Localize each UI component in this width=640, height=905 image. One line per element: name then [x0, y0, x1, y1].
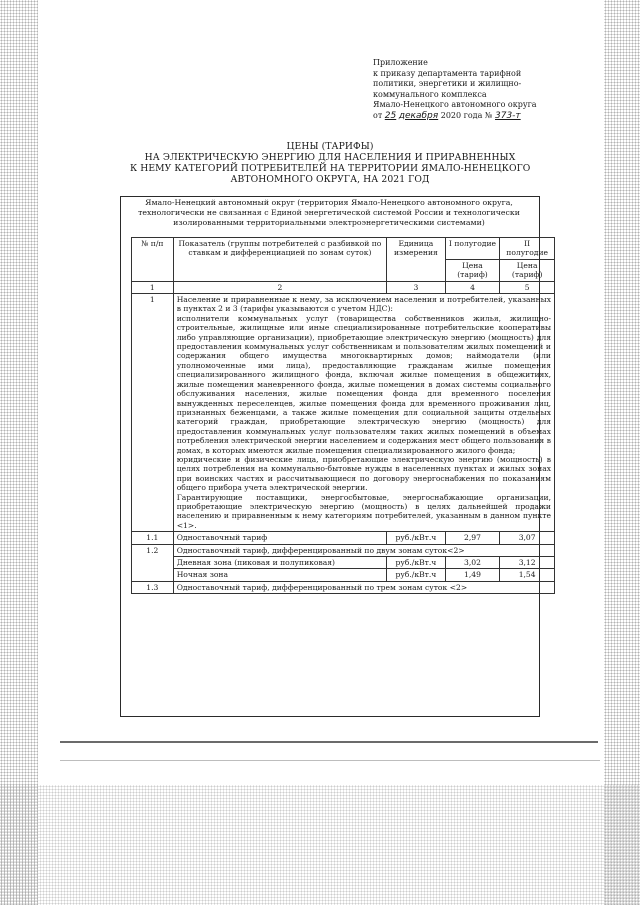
- header-num: № п/п: [132, 238, 174, 282]
- header-price-h2: Цена (тариф): [500, 259, 555, 281]
- date-prefix: от: [373, 110, 383, 120]
- header-unit: Единица измерения: [387, 238, 446, 282]
- row-label: Одноставочный тариф, дифференцированный по двум зонам суток<2>: [173, 544, 554, 556]
- col-number: 3: [387, 281, 446, 293]
- row-num: 1.1: [132, 532, 174, 544]
- title-line: НА ЭЛЕКТРИЧЕСКУЮ ЭНЕРГИЮ ДЛЯ НАСЕЛЕНИЯ И ПРИРАВНЕННЫХ: [144, 152, 516, 163]
- scan-border-line: [60, 741, 598, 743]
- appendix-line: к приказу департамента тарифной: [373, 68, 522, 78]
- description-paragraph: юридические и физические лица, приобретающие электрическую энергию (мощность) в целях потребления на коммунально-бытовые нужды в населенных пунктах и жилых зонах при воинских частях и рассчитывающиеся по договору энергоснабжения по показаниям общего прибора учета электрической энергии.: [176, 454, 551, 493]
- description-paragraph: Гарантирующие поставщики, энергосбытовые, энергоснабжающие организации, приобретающие электрическую энергию (мощность) в целях дальнейшей продажи населению и приравненным к нему категориям потребителей, указанным в данном пункте <1>.: [176, 492, 551, 530]
- appendix-line: Приложение: [373, 58, 428, 67]
- row-num: 1: [132, 294, 174, 532]
- population-description: [173, 294, 554, 532]
- row-label: Ночная зона: [173, 569, 386, 581]
- appendix-line: коммунального комплекса: [373, 89, 487, 99]
- date-month: декабря: [398, 110, 439, 121]
- order-number: 373-т: [495, 110, 521, 121]
- row-label: Дневная зона (пиковая и полупиковая): [173, 557, 386, 569]
- scan-edge-right: [604, 0, 640, 905]
- row-label: Одноставочный тариф, дифференцированный по трем зонам суток <2>: [173, 581, 554, 593]
- row-value-h1: 2,97: [445, 532, 500, 544]
- date-year: 2020 года №: [440, 110, 493, 120]
- row-num: 1.2: [132, 544, 174, 581]
- appendix-line: политики, энергетики и жилищно-: [373, 79, 522, 88]
- table-row: [132, 569, 555, 581]
- row-value-h2: 3,07: [500, 532, 555, 544]
- appendix-date-line: [373, 111, 583, 122]
- row-unit: руб./кВт.ч: [387, 532, 446, 544]
- header-h1: I полугодие: [445, 238, 500, 260]
- description-paragraph: Население и приравненные к нему, за исключением населения и потребителей, указанных в пунктах 2 и 3 (тарифы указываются с учетом НДС):: [176, 295, 551, 314]
- row-label: Одноставочный тариф: [173, 532, 386, 544]
- col-number: 5: [500, 281, 555, 293]
- region-line: изолированными территориальными электроэнергетическими системами): [173, 218, 485, 227]
- row-num: 1.3: [132, 581, 174, 593]
- table-row: [132, 557, 555, 569]
- title-line: ЦЕНЫ (ТАРИФЫ): [286, 141, 374, 152]
- title-line: К НЕМУ КАТЕГОРИЙ ПОТРЕБИТЕЛЕЙ НА ТЕРРИТОРИИ ЯМАЛО-НЕНЕЦКОГО: [130, 163, 531, 174]
- col-number: 4: [445, 281, 500, 293]
- row-value-h1: 1,49: [445, 569, 500, 581]
- region-heading: [120, 198, 538, 228]
- scan-edge-bottom: [0, 785, 640, 905]
- row-unit: руб./кВт.ч: [387, 557, 446, 569]
- date-day: 25: [384, 110, 397, 121]
- appendix-line: Ямало-Ненецкого автономного округа: [373, 100, 537, 109]
- scan-edge-left: [0, 0, 38, 905]
- scan-border-line-thin: [60, 760, 600, 761]
- row-unit: руб./кВт.ч: [387, 569, 446, 581]
- table-row: [132, 294, 555, 532]
- header-h2: II полугодие: [500, 238, 555, 260]
- row-value-h2: 3,12: [500, 557, 555, 569]
- table-row: [132, 544, 555, 556]
- header-indicator: Показатель (группы потребителей с разбивкой по ставкам и дифференциацией по зонам суток): [173, 238, 386, 282]
- table-row: [132, 581, 555, 593]
- appendix-block: [373, 58, 583, 121]
- row-value-h2: 1,54: [500, 569, 555, 581]
- region-line: технологически не связанная с Единой энергетической системой России и технологически: [138, 208, 520, 217]
- description-paragraph: исполнители коммунальных услуг (товарищества собственников жилья, жилищно-строительные, жилищные или иные специализированные потребительские кооперативы либо управляющие организации), приобретающие электрическую энергию (мощность) для предоставления коммунальных услуг собственникам и пользователям жилых помещений и содержания общего имущества многоквартирных домов; наймодатели (или уполномоченные ими лица), предоставляющие гражданам жилые помещения специализированного жилищного фонда, включая жилые помещения в общежитиях, жилые помещения маневренного фонда, жилые помещения в домах системы социального обслуживания населения, жилые помещения фонда для временного поселения вынужденных переселенцев, жилые помещения фонда для временного проживания лиц, признанных беженцами, а также жилые помещения для социальной защиты отдельных категорий граждан, приобретающие электрическую энергию (мощность) для предоставления коммунальных услуг пользователям таких жилых помещений в объемах потребления электрической энергии населением и содержания мест общего пользования в домах, в которых имеются жилые помещения специализированного жилого фонда;: [176, 313, 551, 455]
- document-title: [130, 141, 530, 185]
- tariff-table: [131, 237, 555, 594]
- col-number: 2: [173, 281, 386, 293]
- col-number: 1: [132, 281, 174, 293]
- title-line: АВТОНОМНОГО ОКРУГА, НА 2021 ГОД: [230, 174, 430, 185]
- region-line: Ямало-Ненецкий автономный округ (территория Ямало-Ненецкого автономного округа,: [145, 198, 513, 207]
- row-value-h1: 3,02: [445, 557, 500, 569]
- header-price-h1: Цена (тариф): [445, 259, 500, 281]
- table-row: [132, 532, 555, 544]
